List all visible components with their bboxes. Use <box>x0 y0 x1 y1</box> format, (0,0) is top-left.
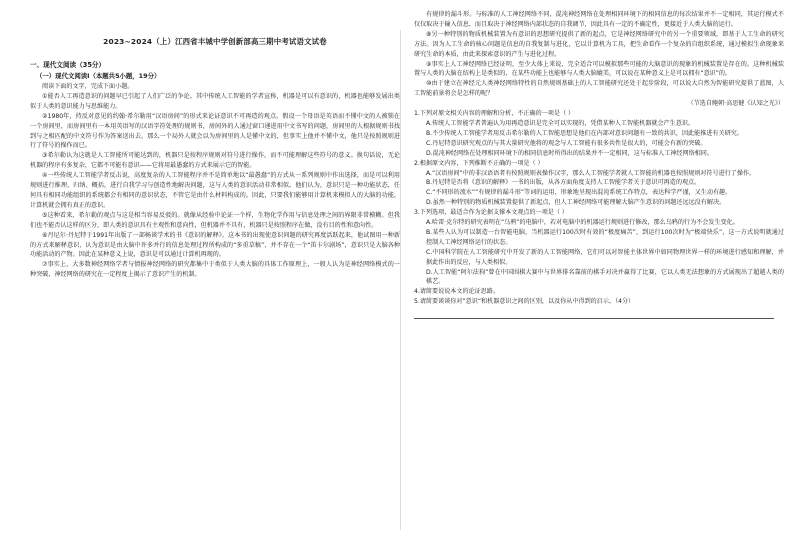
source-citation: （节选自鲍朝·高思健《认知之光》） <box>687 100 784 108</box>
answer-option: C.“不同形的流水”“有规律的漏斗形”等词的运用，形象地呈现出混沌系统工作特点，表达科学严谨，又生动有趣。 <box>426 189 732 197</box>
paragraph: 有规律的漏斗形。与标准的人工神经网络不同，混沌神经网络在处理相同环境下的相同信息的每次结果并不一定相同，其运行模式不仅仅取决于输入信息，而且取决于神经网络内部状态的自我调节，因此具有一定的不确定性，更接近于人类大脑的运行。 <box>414 11 784 28</box>
paragraph: ⑨事实上人工神经网络已经证明，至少大体上来说，完全适合可以模拟那些可能的大脑意识的现象的机械装置是存在的。这种机械装置与人类的大脑在结构上是类似的，在某些功能上也能够与人类大脑媲美，可以说在某种意义上是可以拥有“意识”的。 <box>414 60 784 78</box>
instruction-text: 阅读下面的文字，完成下面小题。 <box>42 83 134 90</box>
right-column <box>414 0 784 319</box>
column-divider <box>400 30 401 530</box>
paragraph: ①能否人工再造意识的问题早已引起了人们广泛的争论。其中传统人工智能的学者宣称，机器是可以有意识的，机器也能够发展出类似于人类的意识能力与思维能力。 <box>30 92 400 110</box>
paragraph: ⑩由于建立在神经元人类神经网络特性的自然规则基础上的人工智能研究还处于起步阶段，可以说大自然为智能研究提供了蓝图，人工智能前景将会是怎样的呢？ <box>414 80 784 98</box>
question-stem: 3.下列选项，最适合作为论据支撑本文观点的一项是（ ） <box>414 209 569 217</box>
answer-option: D.人工智能“阿尔法狗”曾在中国围棋大赛中与世界排名靠前的棋手对决并赢得了比赛，它以人类无法想象的方式展现出了超越人类的棋艺。 <box>426 268 784 286</box>
answer-option: B.丹尼特是否将《意识的解释》一书的出版，从各方面角度支持人工智能学者关于意识可再造的观点。 <box>426 179 701 187</box>
question-stem: 4.请简要说说本文的论证思路。 <box>414 288 500 296</box>
question-stem: 5.请简要谈谈你对”意识“和机器意识之间的区别，以及你从中得到的启示。（4分） <box>414 298 635 306</box>
answer-line[interactable] <box>414 318 774 319</box>
subsection-heading: （一）现代文阅读Ⅰ（本题共5小题，19分） <box>36 72 161 80</box>
answer-option: A.“汉语房间”中的非汉语语者有按照规则表操作汉字，那么人工智能学者就人工智能的机器也按照规则对符号进行了操作。 <box>426 169 756 177</box>
answer-option: B.某些人认为可以制造一台智能电脑，当机器运行100次时有效的“极度痛苦”，到运行100次时为“极端快乐”，这一方式说明就通过控制人工神经网络运行的状态。 <box>426 228 784 246</box>
page-title: 2023~2024（上）江西省丰城中学创新部高三期中考试语文试卷 <box>103 37 327 46</box>
paragraph: ⑤这种看来，希尔勒的观点与这是相当容易反驳的。就像从经验中论证一个样，生物化学作用与信息处理之间的界限非常模糊。但我们也不能否认这样的区分，即人类的意识具有主观性和意向性，但机器并不具有，机器只是按照程序在做，没有目的性和意向性。 <box>30 211 400 229</box>
question-stem: 1.下列对原文相关内容的理解和分析，不正确的一项是（ ） <box>414 110 575 118</box>
answer-option: C.丹尼特意识研究观点的与其大量研究他将的观念与人工智能有很多共性是很大的，可能会有新的突破。 <box>426 139 707 147</box>
left-column <box>30 0 400 280</box>
paragraph: ⑧另一种特别的物质机械装置为有意识的思想研究提供了新的起点，它是神经网络研究中的另一个重要领域，即基于人工生命的研究方法。因为人工生命的核心问题是信息的自我复制与进化，它以计算机为工具，把生命看作一个复杂的自组织系统，通过模拟生命现象来研究生命的本质，由此来探索意识的产生与进化过程。 <box>414 30 784 58</box>
paragraph: ②1980年，持反对意见的约翰·希尔勒用“汉语房间”的形式来论证意识不可再造的观点。假设一个母语是英语而不懂中文的人被锁在一个房间里，而房间里有一本用英语写的汉语字符处理的规则书，房间外的人通过窗口递进用中文书写的问题，房间里的人根据规则书找到与之相匹配的中文符号作为答案送出去。那么一个局外人就会以为房间里的人是懂中文的，但事实上他并不懂中文，他只是按照规则进行了符号的操作而已。 <box>30 112 400 150</box>
answer-option: C.中国科学院在人工智能研究中开发了新的人工智能网络，它们可以对智能主体世界中如同物理世界一样的环境进行感知和理解，并据此作出的反应，与人类相似。 <box>426 248 784 266</box>
paragraph: ③希尔勒认为这就是人工智能所可能达到的，机器只是按程序规则对符号进行操作，而不可能理解这些符号的意义。换句话说，无论机器的程序有多复杂，它都不可能有意识——它将用最愚蠢的方式来展示它的智能。 <box>30 152 400 170</box>
answer-option: D.虽然一种特别的物质机械装置提供了新起点，但人工神经网络可能理解大脑产生意识的问题还远远没有解决。 <box>426 199 726 207</box>
paragraph: ④一些传统人工智能学者反击说，高度复杂的人工智能程序并不是简单地以“最愚蠢”的方式从一系列规则中作出选择，而是可以利用规则进行推理、归纳、概括，进行自我学习与创造性地解决问题，这与人类的意识活动非常相似。他们认为，意识只是一种功能状态，任何具有相同功能组织的系统都会有相同的意识状态，不管它是由什么材料构成的。因此，只要我们能够用计算机来模拟人的大脑的功能，计算机就会拥有真正的意识。 <box>30 172 400 209</box>
answer-option: A.传统人工智能学者普遍认为用再造意识是完全可以实现的，凭借某种人工智能机器就会产生意识。 <box>426 119 695 127</box>
question-stem: 2.根据原文内容，下列推断不正确的一项是（ ） <box>414 159 544 167</box>
section-heading: 一、现代文阅读（35分） <box>30 61 106 69</box>
answer-option: B.不少传统人工智能学者用反击希尔勒的人工智能思想是他们在内部对意识问题有一致的共识，因此能推进有关研究。 <box>426 129 743 137</box>
paragraph: ⑥丹尼尔·丹尼特于1991年出版了一部畅谈学术的书《意识的解释》。这本书的出现使意识问题的研究再度活跃起来，他试图用一种新的方式来解释意识，认为意识是由大脑中许多并行的信息处理过程所构成的“多重草稿”，并不存在一个“笛卡尔剧场”，意识只是大脑各种功能活动的产物。因此在某种意义上说，意识是可以通过计算机再现的。 <box>30 231 400 259</box>
answer-option: A.哈雷·克尔特的研究表明在“乌鸦”的电脑中，若对电脑中的机器运行规则进行修改，那么乌鸦的行为不会发生变化。 <box>426 219 739 227</box>
answer-option: D.混沌神经网络在处理相同环境下的相同信息时所得出的结果并不一定相同，这与标准人工神经网络相同。 <box>426 149 713 157</box>
paragraph: ⑦事实上，大多数神经网络学者与情报神经网络的研究都集中于类似于人类大脑的具体工作原理上，一般人认为是神经网络模式的一种突破，神经网络的研究在一定程度上揭示了意识产生的机制。 <box>30 261 400 279</box>
